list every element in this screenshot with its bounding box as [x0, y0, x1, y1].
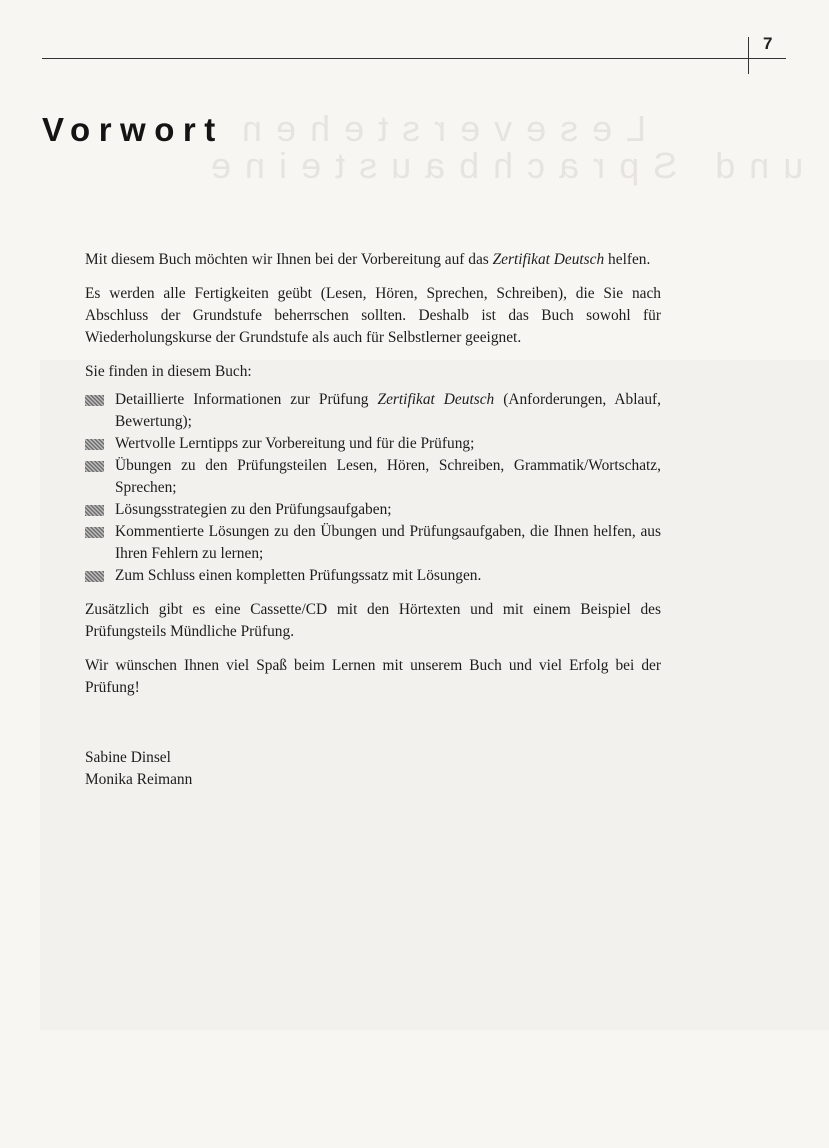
header-rule: [42, 58, 786, 59]
bleed-through-heading-line1: Leseverstehen: [228, 108, 647, 149]
square-bullet-icon: [85, 527, 104, 538]
square-bullet-icon: [85, 439, 104, 450]
list-item-text: Lösungsstrategien zu den Prüfungsaufgaben;: [115, 501, 392, 518]
list-intro: Sie finden in diesem Buch:: [85, 363, 252, 380]
intro-emphasis: Zertifikat Deutsch: [492, 251, 605, 268]
cassette-paragraph: Zusätzlich gibt es eine Cassette/CD mit den Hörtexten und mit einem Beispiel des Prüfungsteils Mündliche Prüfung.: [85, 601, 661, 640]
list-item-text: Übungen zu den Prüfungsteilen Lesen, Hören, Schreiben, Grammatik/Wortschatz, Sprechen;: [115, 457, 661, 496]
square-bullet-icon: [85, 461, 104, 472]
author-signature: [85, 747, 661, 791]
intro-text-after: helfen.: [604, 251, 651, 268]
author-name: Sabine Dinsel: [85, 749, 171, 766]
list-item: [85, 389, 661, 433]
intro-text-before: Mit diesem Buch möchten wir Ihnen bei der Vorbereitung auf das: [85, 251, 493, 268]
item-text-after: (Anforderungen, Ablauf, Bewertung);: [115, 391, 661, 430]
list-item-text: Wertvolle Lerntipps zur Vorbereitung und für die Prüfung;: [115, 435, 475, 452]
list-item-text: Zum Schluss einen kompletten Prüfungssatz mit Lösungen.: [115, 567, 482, 584]
skills-paragraph: Es werden alle Fertigkeiten geübt (Lesen, Hören, Sprechen, Schreiben), die Sie nach Abschluss der Grundstufe beherrschen sollten. Deshalb ist das Buch sowohl für Wiederholungskurse der Grundstufe als auch für Selbstlerner geeignet.: [85, 285, 661, 346]
page-title: Vorwort: [42, 111, 224, 148]
square-bullet-icon: [85, 395, 104, 406]
list-item: [85, 521, 661, 565]
wishes-paragraph: Wir wünschen Ihnen viel Spaß beim Lernen mit unserem Buch und viel Erfolg bei der Prüfung!: [85, 657, 661, 696]
page-number: 7: [763, 34, 773, 53]
list-item: [85, 455, 661, 499]
author-name: Monika Reimann: [85, 771, 193, 788]
item-text-before: Detaillierte Informationen zur Prüfung: [115, 391, 378, 408]
foreword-body: [85, 249, 661, 791]
list-item: [85, 499, 661, 521]
bleed-through-heading-line2: und Sprachbausteine: [197, 145, 804, 186]
list-item: [85, 433, 661, 455]
header-divider: [748, 37, 749, 74]
list-item-text: Kommentierte Lösungen zu den Übungen und Prüfungsaufgaben, die Ihnen helfen, aus Ihren Fehlern zu lernen;: [115, 523, 661, 562]
intro-paragraph: [85, 249, 661, 271]
square-bullet-icon: [85, 505, 104, 516]
square-bullet-icon: [85, 571, 104, 582]
feature-list: [85, 389, 661, 587]
item-emphasis: Zertifikat Deutsch: [377, 391, 495, 408]
list-item: [85, 565, 661, 587]
